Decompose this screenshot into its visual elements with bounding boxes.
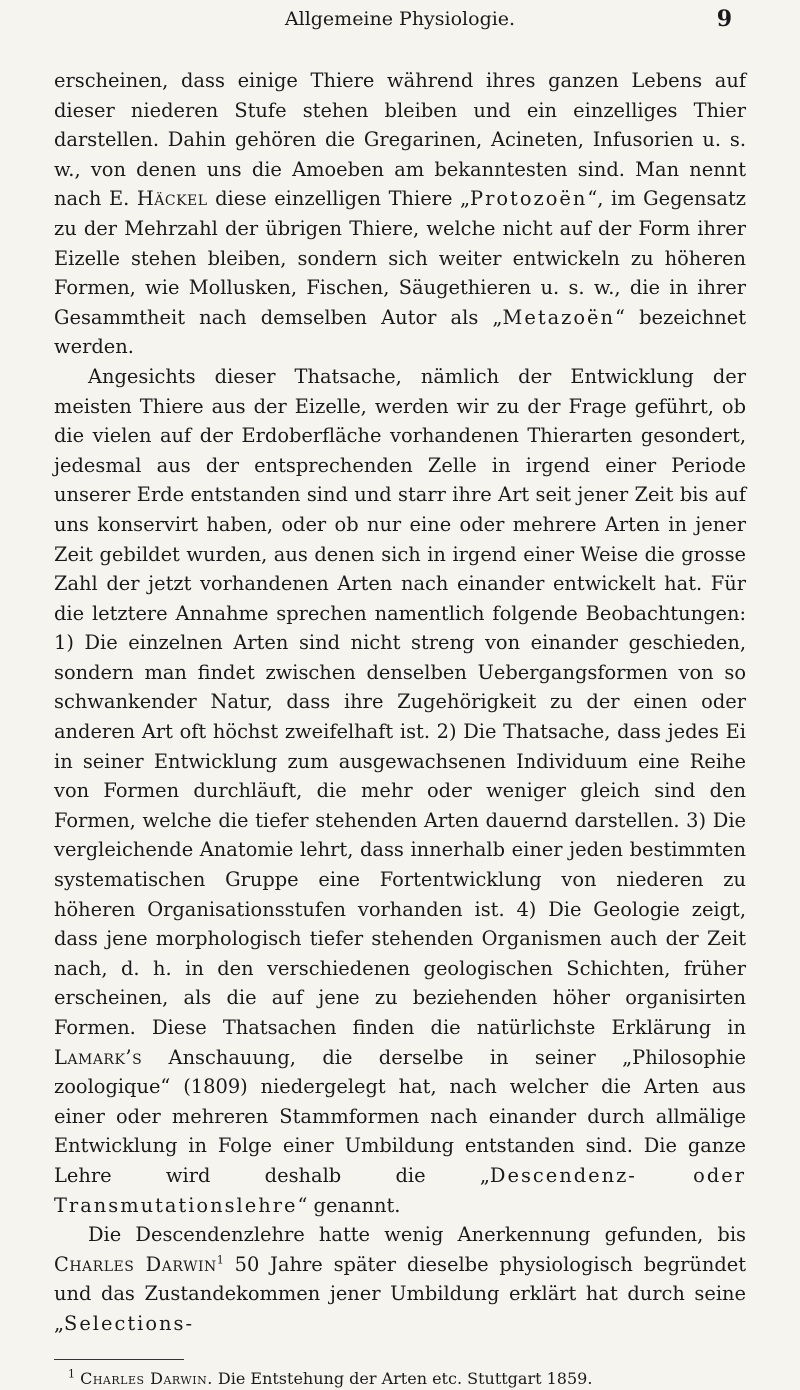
text-run: Die Descendenzlehre hatte wenig Anerkennung gefunden, bis bbox=[88, 1223, 746, 1247]
footnote-author: Charles Darwin. bbox=[80, 1368, 213, 1388]
running-title: Allgemeine Physiologie. bbox=[284, 8, 516, 30]
paragraph-2 bbox=[54, 362, 746, 1220]
text-run: “ bezeichnet werden. bbox=[54, 305, 746, 359]
text-run: 50 Jahre später dieselbe physiologisch begründet und das Zustandekommen jener Umbildung erklärt hat durch seine „ bbox=[54, 1252, 746, 1335]
text-run: “ genannt. bbox=[297, 1193, 401, 1217]
page-body bbox=[54, 66, 746, 1390]
text-run: Angesichts dieser Thatsache, nämlich der Entwicklung der meisten Thiere aus der Eizelle, werden wir zu der Frage geführt, ob die vielen auf der Erdoberfläche vorhandenen Thierarten gesondert, jedesmal aus der entsprechenden Zelle in irgend einer Periode unserer Erde entstanden sind und starr ihre Art seit jener Zeit bis auf uns konservirt haben, oder ob nur eine oder mehrere Arten in jener Zeit gebildet wurden, aus denen sich in irgend einer Weise die grosse Zahl der jetzt vorhandenen Arten nach einander entwickelt hat. Für die letztere Annahme sprechen namentlich folgende Beobachtungen: 1) Die einzelnen Arten sind nicht streng von einander geschieden, sondern man findet zwischen denselben Uebergangsformen von so schwankender Natur, dass ihre Zugehörigkeit zu der einen oder anderen Art oft höchst zweifelhaft ist. 2) Die Thatsache, dass jedes Ei in seiner Entwicklung zum ausgewachsenen Individuum eine Reihe von Formen durchläuft, die mehr oder weniger gleich sind den Formen, welche die tiefer stehenden Arten dauernd darstellen. 3) Die vergleichende Anatomie lehrt, dass innerhalb einer jeden bestimmten systematischen Gruppe eine Fortentwicklung von niederen zu höheren Organisationsstufen vorhanden ist. 4) Die Geologie zeigt, dass jene morphologisch tiefer stehenden Organismen auch der Zeit nach, d. h. in den verschiedenen geologischen Schichten, früher erscheinen, als die auf jene zu beziehenden höher organisirten Formen. Diese Thatsachen finden die natürlichste Erklärung in bbox=[54, 364, 746, 1039]
term-metazoen: Metazoën bbox=[502, 305, 616, 329]
author-name-darwin: Charles Darwin bbox=[54, 1252, 217, 1276]
footnote-marker: 1 bbox=[68, 1367, 75, 1381]
page-number: 9 bbox=[716, 6, 732, 32]
term-protozoen: Protozoën bbox=[470, 187, 588, 211]
footnote-text: Die Entstehung der Arten etc. Stuttgart 1859. bbox=[212, 1368, 593, 1388]
paragraph-3 bbox=[54, 1220, 746, 1338]
text-run: Anschauung, die derselbe in seiner „Philosophie zoologique“ (1809) niedergelegt hat, nach welcher die Arten aus einer oder mehreren Stammformen nach einander durch allmälige Entwicklung in Folge einer Umbildung entstanden sind. Die ganze Lehre wird deshalb die „ bbox=[54, 1045, 746, 1187]
term-descendenzlehre: Descendenz- oder Transmutationslehre bbox=[54, 1163, 746, 1217]
footnote-divider bbox=[54, 1359, 184, 1360]
text-run: “, im Gegensatz zu der Mehrzahl der übrigen Thiere, welche nicht auf der Form ihrer Eizelle stehen bleiben, sondern sich weiter entwickeln zu höheren Formen, wie Mollusken, Fischen, Säugethieren u. s. w., die in ihrer Gesammtheit nach demselben Autor als „ bbox=[54, 187, 747, 329]
footnote-reference[interactable]: 1 bbox=[216, 1253, 224, 1267]
paragraph-1 bbox=[54, 66, 746, 362]
text-run: erscheinen, dass einige Thiere während ihres ganzen Lebens auf dieser niederen Stufe stehen bleiben und ein einzelliges Thier darstellen. Dahin gehören die Gregarinen, Acineten, Infusorien u. s. w., von denen uns die Amoeben am bekanntesten sind. Man nennt nach E. bbox=[54, 69, 746, 211]
footnote bbox=[54, 1368, 746, 1390]
author-name-lamark: Lamark’s bbox=[54, 1045, 143, 1069]
text-run: diese einzelligen Thiere „ bbox=[207, 187, 471, 211]
term-selections: Selections- bbox=[64, 1311, 195, 1335]
running-header bbox=[54, 0, 746, 44]
author-name-haeckel: Häckel bbox=[136, 187, 208, 211]
